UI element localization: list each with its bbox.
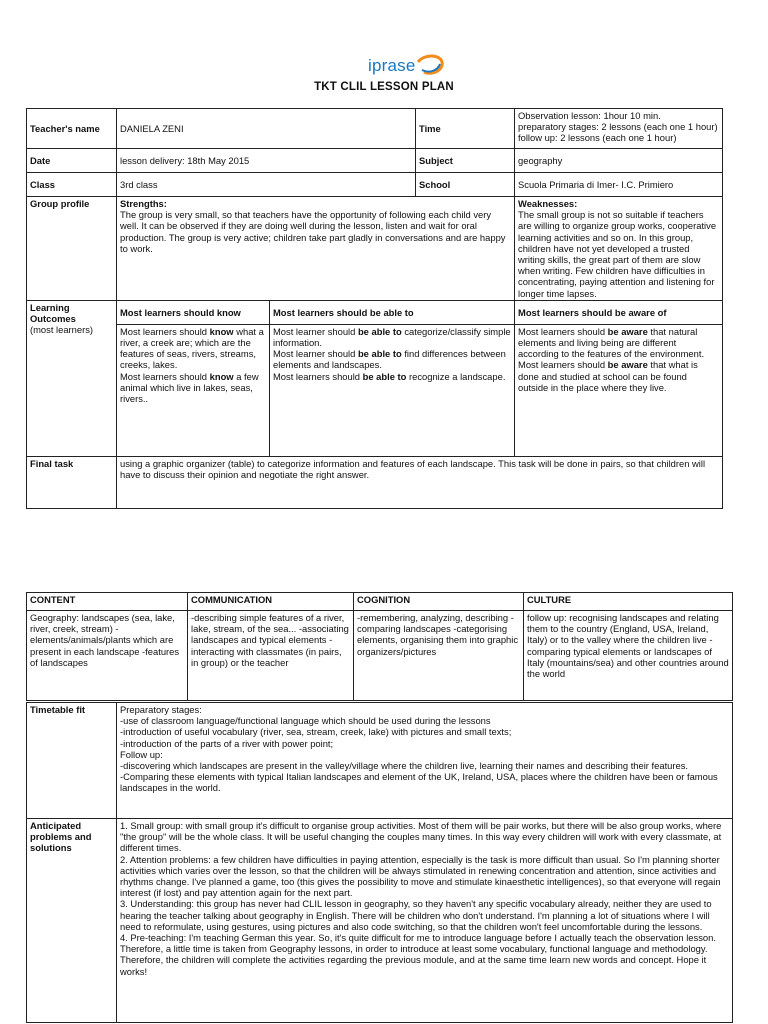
- strengths-text: The group is very small, so that teachers have the opportunity of following each child very well. It can be observed if they are doing well during the lesson, listen and wait for oral production. The group is very active; children take part gladly in conversations and are happy to work.: [120, 209, 506, 254]
- timetable-line: Follow up:: [120, 748, 163, 760]
- group-profile-label: Group profile: [27, 197, 117, 301]
- aware-cell: [515, 324, 723, 456]
- communication-text: -describing simple features of a river, lake, stream, of the sea... -associating landscapes and typical elements -interacting with classmates (in pairs, in group) or the teacher: [188, 611, 354, 701]
- know-item-2: Most learners should know a few animal which live in lakes, seas, rivers..: [120, 370, 259, 405]
- outcomes-label-cell: [27, 300, 117, 456]
- content-heading: CONTENT: [27, 593, 188, 611]
- time-line: preparatory stages: 2 lessons (each one 1 hour): [518, 121, 718, 133]
- culture-heading: CULTURE: [524, 593, 733, 611]
- timetable-line: Preparatory stages:: [120, 704, 202, 715]
- anticipated-item: 1. Small group: with small group it's difficult to organise group activities. Most of them will be pair works, but there will be also group works, where "the group" will be the whole class. It will be useful changing the couples many times. In this way every children will work with every classmate, at different times.: [120, 820, 722, 854]
- teacher-label: Teacher's name: [27, 109, 117, 149]
- outcomes-sub: (most learners): [30, 324, 94, 336]
- lesson-plan-table: [26, 108, 723, 509]
- subject-label: Subject: [416, 149, 515, 173]
- timetable-table: [26, 702, 733, 1023]
- anticipated-content: [117, 819, 733, 1023]
- content-text: Geography: landscapes (sea, lake, river, creek, stream) -elements/animals/plants which are present in each landscape -features of landscapes: [27, 611, 188, 701]
- timetable-content: [117, 703, 733, 819]
- aware-heading: Most learners should be aware of: [515, 300, 723, 324]
- strengths-heading: Strengths:: [120, 198, 167, 209]
- school-value: Scuola Primaria di Imer- I.C. Primiero: [515, 173, 723, 197]
- school-label: School: [416, 173, 515, 197]
- anticipated-item: 4. Pre-teaching: I'm teaching German this year. So, it's quite difficult for me to introduce language before I actually teach the observation lesson. Therefore, a little time is taken from Geography lessons, in order to introduce at least some vocabulary, functional language and methodology. Therefore, the children will complete the activities regarding the previous module, and at the same time learn new words and concept. Hope it works!: [120, 932, 716, 977]
- weaknesses-heading: Weaknesses:: [518, 198, 578, 209]
- able-item-3: Most learners should be able to recognize a landscape.: [273, 370, 506, 382]
- aware-item-2: Most learners should be aware that what is done and studied at school can be found outside in the place where they live.: [518, 359, 698, 393]
- know-cell: [117, 324, 270, 456]
- time-label: Time: [416, 109, 515, 149]
- logo-text: iprase: [368, 56, 416, 75]
- able-cell: [270, 324, 515, 456]
- time-line: Observation lesson: 1hour 10 min.: [518, 110, 661, 121]
- timetable-line: -introduction of useful vocabulary (river, sea, stream, creek, lake) with pictures and small texts;: [120, 726, 512, 738]
- class-label: Class: [27, 173, 117, 197]
- anticipated-label: Anticipated problems and solutions: [27, 819, 117, 1023]
- time-line: follow up: 2 lessons (each one 1 hour): [518, 132, 677, 144]
- timetable-line: -use of classroom language/functional language which should be used during the lessons: [120, 715, 491, 727]
- timetable-line: -introduction of the parts of a river with power point;: [120, 737, 334, 749]
- culture-text: follow up: recognising landscapes and relating them to the country (England, USA, Ireland, Italy) or to the valley where the children live -comparing typical elements or landscapes of Italy (mountains/sea) and other countries around the world: [524, 611, 733, 701]
- outcomes-label: Learning Outcomes: [30, 301, 76, 325]
- final-task-label: Final task: [27, 456, 117, 508]
- iprase-logo: [368, 52, 448, 80]
- know-item-1: Most learners should know what a river, a creek are; which are the features of seas, rivers, streams, creeks, lakes.: [120, 325, 264, 371]
- anticipated-item: 2. Attention problems: a few children have difficulties in paying attention, especially is the task is more difficult than usual. So I'm planning shorter activities which varies over the lesson, so that the children will be always stimulated in renewing concentration and attention, since activities and rhythms change. I've planned a game, too (this gives the possibility to move and stimulate kinaesthetic intelligences), so that everyone will regain interest (if lost) and pay attention again for the next part.: [120, 853, 721, 899]
- date-value: lesson delivery: 18th May 2015: [117, 149, 416, 173]
- strengths-cell: [117, 197, 515, 301]
- date-label: Date: [27, 149, 117, 173]
- weaknesses-text: The small group is not so suitable if teachers are willing to organize group works, cooperative learning activities and so on. In this group, children have not yet developed a trusted writing skills, the great part of them are slow when writing. Few children have difficulties in concentrating, paying attention and listening for longer time lapses.: [518, 209, 717, 299]
- anticipated-item: 3. Understanding: this group has never had CLIL lesson in geography, so they haven't any specific vocabulary already, neither they are used to hearing the teacher talking about geography in English. There will be children who don't understand. I'm planning a lot of situations where I will need to reformulate, using gestures, using pictures and also code switching, so that the children won't feel uncomfortable during the lessons.: [120, 898, 712, 932]
- document-title: TKT CLIL LESSON PLAN: [314, 81, 454, 93]
- class-value: 3rd class: [117, 173, 416, 197]
- final-task-text: using a graphic organizer (table) to categorize information and features of each landscape. This task will be done in pairs, so that children will have to discuss their opinion and negotiate the right answer.: [117, 456, 723, 508]
- able-heading: Most learners should be able to: [270, 300, 515, 324]
- four-c-table: [26, 592, 733, 701]
- aware-item-1: Most learners should be aware that natural elements and living being are different according to the features of the environment.: [518, 325, 705, 360]
- communication-heading: COMMUNICATION: [188, 593, 354, 611]
- time-value: [515, 109, 723, 149]
- cognition-text: -remembering, analyzing, describing -comparing landscapes -categorising elements, organising them into graphic organizers/pictures: [354, 611, 524, 701]
- timetable-label: Timetable fit: [27, 703, 117, 819]
- teacher-value: DANIELA ZENI: [117, 109, 416, 149]
- weaknesses-cell: [515, 197, 723, 301]
- subject-value: geography: [515, 149, 723, 173]
- know-heading: Most learners should know: [117, 300, 270, 324]
- cognition-heading: COGNITION: [354, 593, 524, 611]
- timetable-line: -Comparing these elements with typical Italian landscapes and element of the UK, Ireland, USA, places where the children have been or famous landscapes in the world.: [120, 771, 718, 794]
- timetable-line: -discovering which landscapes are present in the valley/village where the children live, learning their names and describing their features.: [120, 760, 689, 772]
- able-item-1: Most learner should be able to categorize/classify simple information.: [273, 325, 511, 349]
- able-item-2: Most learner should be able to find differences between elements and landscapes.: [273, 348, 506, 371]
